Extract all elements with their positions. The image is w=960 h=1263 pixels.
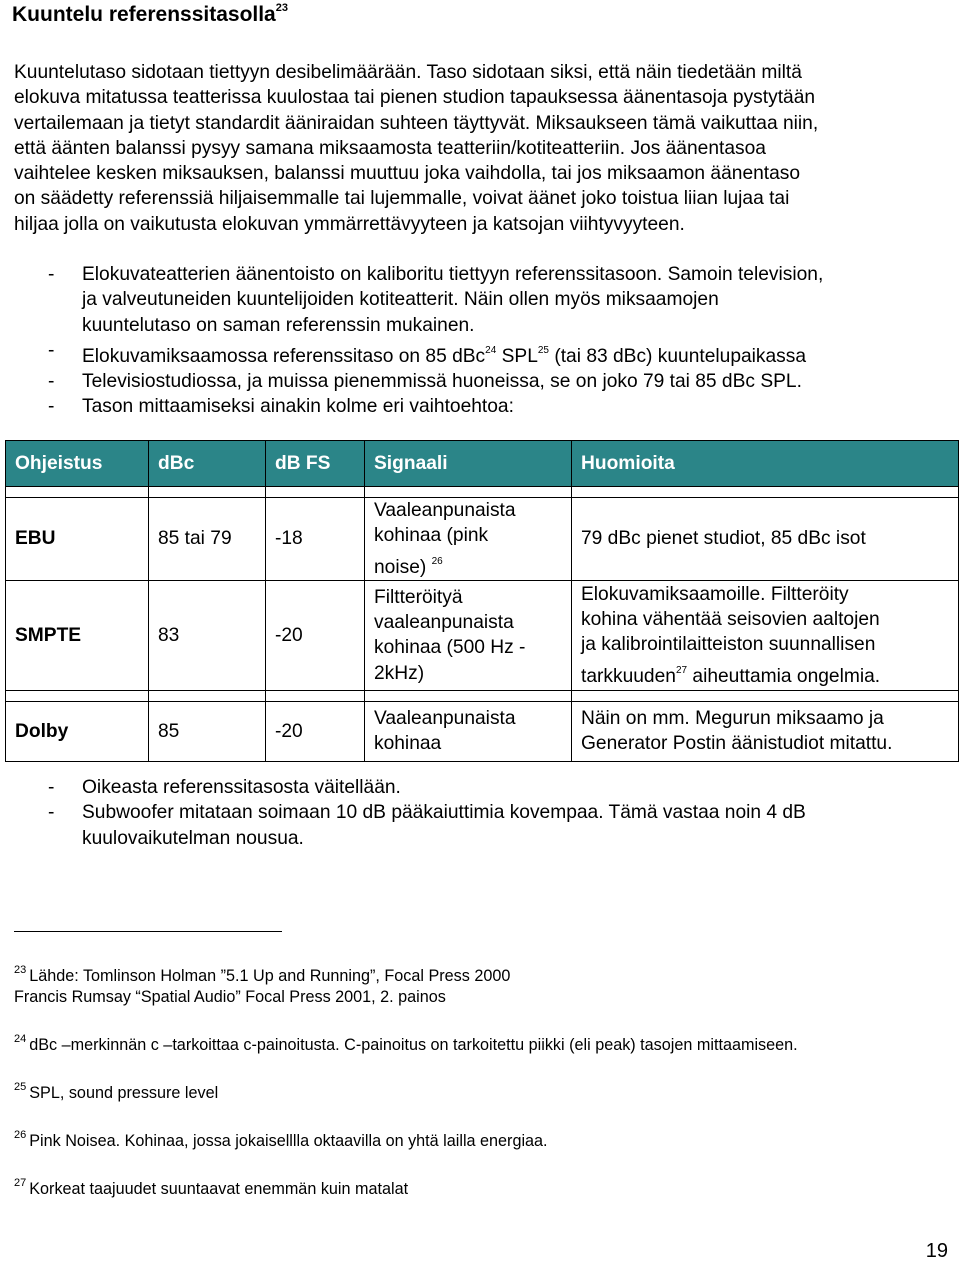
- bullet-dash: -: [48, 371, 55, 393]
- footnote: $^{26}$ Pink Noisea. Kohinaa, jossa jokaiselllla oktaavilla on yhtä lailla energiaa.: [14, 1129, 548, 1150]
- heading-text: Kuuntelu referenssitasolla: [12, 3, 276, 26]
- row-signal: Filtteröityä vaaleanpunaista kohinaa (500 Hz - 2kHz): [365, 580, 572, 690]
- row-signal: Vaaleanpunaista kohinaa (pink noise) $^{26}$: [365, 498, 572, 581]
- footnote: $^{25}$ SPL, sound pressure level: [14, 1081, 219, 1102]
- row-dbc: 85 tai 79: [149, 498, 266, 581]
- footnote-ref: 26: [431, 555, 443, 567]
- bullet-item: [14, 800, 806, 851]
- col-header: dBc: [149, 441, 266, 487]
- intro-line: vaihtelee kesken miksauksen, balanssi muuttuu joka vaihdolla, tai jos miksaamon äänentaso: [14, 163, 801, 185]
- bullet-item: [14, 262, 823, 338]
- bullet-line: Televisiostudiossa, ja muissa pienemmissä huoneissa, se on joko 79 tai 85 dBc SPL.: [82, 371, 802, 393]
- footnote-number: 25: [14, 1081, 27, 1093]
- bullet-list-bottom: [14, 775, 806, 851]
- footnote-number: 24: [14, 1033, 27, 1045]
- intro-line: vertailemaan ja tietyt standardit ääniraidan suhteen täyttyvät. Miksaukseen tämä vaikuttaa niin,: [14, 112, 819, 134]
- bullet-item: [14, 775, 806, 800]
- table-row: [6, 701, 959, 761]
- bullet-text: Elokuvamiksaamossa referenssitaso on 85 dBc: [82, 345, 486, 367]
- table-row: [6, 498, 959, 581]
- bullet-line: Tason mittaamiseksi ainakin kolme eri vaihtoehtoa:: [82, 396, 514, 418]
- bullet-dash: -: [48, 339, 55, 361]
- footnote-number: 27: [14, 1177, 27, 1189]
- table-header-row: [6, 441, 959, 487]
- intro-line: on säädetty referenssiä hiljaisemmalle tai lujemmalle, voivat äänet joko toistua liian lujaa tai: [14, 188, 790, 210]
- intro-line: että äänten balanssi pysyy samana miksaamosta teatteriin/kotiteatteriin. Jos äänentasoa: [14, 137, 766, 159]
- intro-line: elokuva mitatussa teatterissa kuulostaa tai pienen studion tapauksessa äänentasoja pystytään: [14, 87, 816, 109]
- row-note: Elokuvamiksaamoille. Filtteröity kohina vähentää seisovien aaltojen ja kalibrointilaitteiston suunnallisen tarkkuuden$^{27}$ aiheuttamia ongelmia.: [572, 580, 959, 690]
- intro-line: hiljaa jolla on vaikutusta elokuvan ymmärrettävyyteen ja katsojan viihtyvyyteen.: [14, 213, 685, 235]
- bullet-item: [14, 394, 823, 419]
- bullet-list-top: [14, 262, 823, 420]
- reference-level-table: [5, 440, 959, 762]
- row-note: 79 dBc pienet studiot, 85 dBc isot: [572, 498, 959, 581]
- bullet-item: [14, 338, 823, 369]
- bullet-dash: -: [48, 396, 55, 418]
- footnote: $^{24}$ dBc –merkinnän c –tarkoittaa c-painoitusta. C-painoitus on tarkoitettu piikki (eli peak) tasojen mittaamiseen.: [14, 1033, 798, 1054]
- intro-line: Kuuntelutaso sidotaan tiettyyn desibelimäärään. Taso sidotaan siksi, että näin tiedetään miltä: [14, 62, 802, 83]
- bullet-text: (tai 83 dBc) kuuntelupaikassa: [549, 345, 807, 367]
- row-standard: EBU: [6, 498, 149, 581]
- heading-footnote-ref: 23: [275, 2, 288, 14]
- section-heading: [12, 2, 288, 27]
- row-dbfs: -20: [266, 701, 365, 761]
- bullet-dash: -: [48, 777, 55, 798]
- row-dbc: 83: [149, 580, 266, 690]
- row-signal: Vaaleanpunaista kohinaa: [365, 701, 572, 761]
- bullet-line: [82, 338, 823, 369]
- footnote-ref: 27: [675, 664, 688, 676]
- row-dbfs: -18: [266, 498, 365, 581]
- intro-paragraph: [14, 60, 954, 237]
- bullet-dash: -: [48, 264, 55, 285]
- bullet-line: kuulovaikutelman nousua.: [82, 827, 304, 849]
- bullet-line: ja valveutuneiden kuuntelijoiden kotiteatterit. Näin ollen myös miksaamojen: [82, 289, 719, 311]
- table-row: [6, 580, 959, 690]
- table-spacer: [6, 690, 959, 701]
- col-header: Huomioita: [572, 441, 959, 487]
- row-dbc: 85: [149, 701, 266, 761]
- footnote-separator: [14, 931, 282, 932]
- col-header: Ohjeistus: [6, 441, 149, 487]
- footnote-number: 26: [14, 1129, 27, 1141]
- bullet-line: Oikeasta referenssitasosta väitellään.: [82, 777, 401, 798]
- row-standard: Dolby: [6, 701, 149, 761]
- page-number: 19: [925, 1240, 948, 1262]
- bullet-text: SPL: [496, 345, 538, 367]
- table-spacer: [6, 487, 959, 498]
- footnote: $^{27}$ Korkeat taajuudet suuntaavat enemmän kuin matalat: [14, 1177, 409, 1198]
- footnote-ref: 25: [537, 344, 549, 356]
- footnote-number: 23: [14, 964, 27, 976]
- row-dbfs: -20: [266, 580, 365, 690]
- footnote: $^{23}$ Lähde: Tomlinson Holman ”5.1 Up and Running”, Focal Press 2000 Francis Rumsay “Spatial Audio” Focal Press 2001, 2. painos: [14, 964, 511, 1006]
- row-standard: SMPTE: [6, 580, 149, 690]
- row-note: Näin on mm. Megurun miksaamo ja Generator Postin äänistudiot mitattu.: [572, 701, 959, 761]
- footnotes: [14, 960, 798, 1221]
- bullet-dash: -: [48, 802, 55, 824]
- col-header: dB FS: [266, 441, 365, 487]
- bullet-line: Elokuvateatterien äänentoisto on kaliboritu tiettyyn referenssitasoon. Samoin television,: [82, 264, 824, 285]
- bullet-item: [14, 369, 823, 394]
- bullet-line: kuuntelutaso on saman referenssin mukainen.: [82, 314, 475, 336]
- footnote-ref: 24: [485, 344, 497, 356]
- col-header: Signaali: [365, 441, 572, 487]
- bullet-line: Subwoofer mitataan soimaan 10 dB pääkaiuttimia kovempaa. Tämä vastaa noin 4 dB: [82, 802, 806, 824]
